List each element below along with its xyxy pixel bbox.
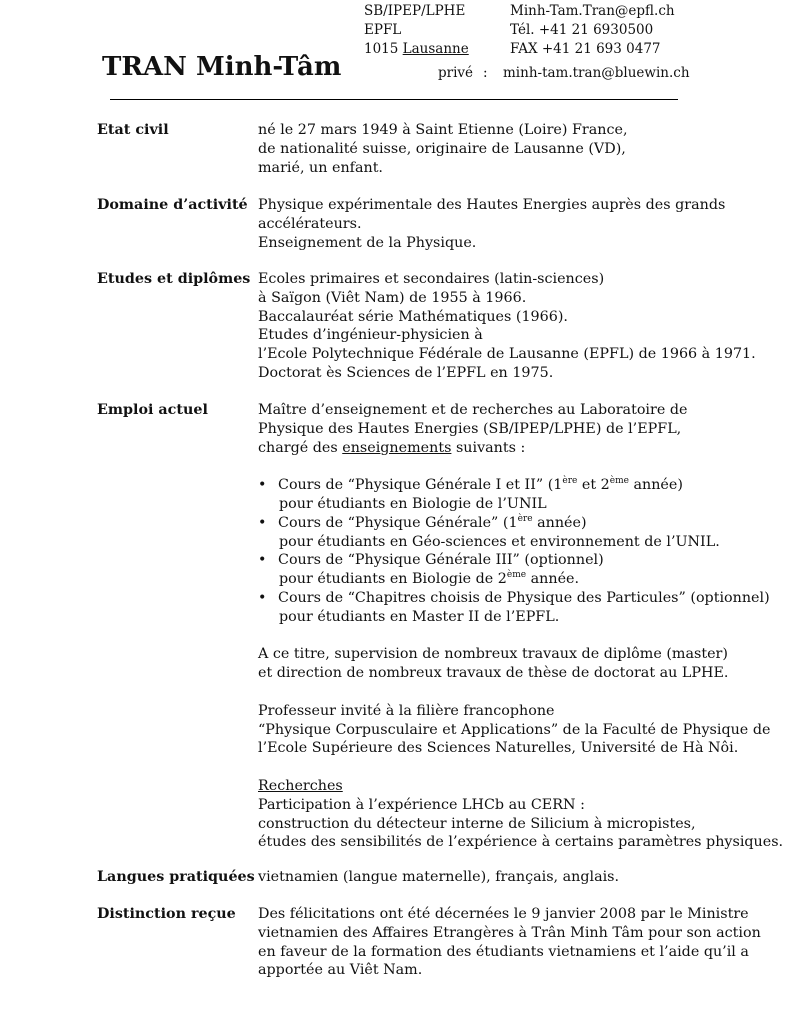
telephone: Tél. +41 21 6930500	[510, 22, 654, 38]
city-link[interactable]: Lausanne	[402, 41, 469, 57]
professeur-line: Professeur invité à la filière francophone	[258, 702, 555, 719]
domaine-line: Enseignement de la Physique.	[258, 234, 477, 251]
label-domaine: Domaine d’activité	[97, 197, 248, 213]
course-audience: pour étudiants en Géo-sciences et environnement de l’UNIL.	[279, 533, 720, 550]
etudes-body	[258, 270, 756, 383]
etat-civil-line: né le 27 mars 1949 à Saint Etienne (Loire) France,	[258, 122, 628, 138]
course-item: • Cours de “Physique Générale III” (optionnel)	[258, 551, 783, 570]
address-line-3	[364, 40, 469, 59]
etat-civil-body	[258, 121, 628, 177]
domaine-body	[258, 196, 725, 252]
postal-code: 1015	[364, 41, 399, 57]
professeur-line: l’Ecole Supérieure des Sciences Naturelles, Université de Hà Nôi.	[258, 740, 739, 757]
address-line-1: SB/IPEP/LPHE	[364, 3, 466, 19]
recherches-line: construction du détecteur interne de Silicium à micropistes,	[258, 815, 696, 832]
fax: FAX +41 21 693 0477	[510, 41, 661, 57]
label-etat-civil: Etat civil	[97, 122, 169, 138]
enseignements-link[interactable]: enseignements	[342, 439, 452, 456]
course-audience: pour étudiants en Biologie de l’UNIL	[279, 495, 547, 512]
label-etudes: Etudes et diplômes	[97, 271, 251, 287]
etat-civil-line: marié, un enfant.	[258, 159, 383, 176]
work-email[interactable]: Minh-Tam.Tran@epfl.ch	[510, 3, 675, 19]
header-divider	[110, 99, 678, 100]
recherches-line: Participation à l’expérience LHCb au CERN :	[258, 796, 585, 813]
etat-civil-line: de nationalité suisse, originaire de Lausanne (VD),	[258, 140, 626, 157]
address-line-2: EPFL	[364, 22, 402, 38]
label-langues: Langues pratiquées	[97, 869, 255, 885]
supervision-line: A ce titre, supervision de nombreux travaux de diplôme (master)	[258, 646, 728, 663]
emploi-intro-line: Maître d’enseignement et de recherches au Laboratoire de	[258, 402, 688, 418]
recherches-line: études des sensibilités de l’expérience à certains paramètres physiques.	[258, 834, 784, 851]
distinction-line: vietnamien des Affaires Etrangères à Trân Minh Tâm pour son action	[258, 924, 761, 941]
distinction-line: apportée au Viêt Nam.	[258, 962, 423, 979]
professeur-line: “Physique Corpusculaire et Applications” de la Faculté de Physique de	[258, 721, 771, 738]
emploi-intro-line: Physique des Hautes Energies (SB/IPEP/LPHE) de l’EPFL,	[258, 420, 682, 437]
course-item: • Cours de “Physique Générale” (1ère année)	[258, 514, 783, 533]
course-audience: pour étudiants en Master II de l’EPFL.	[279, 608, 560, 625]
course-audience: pour étudiants en Biologie de 2ème année.	[279, 570, 580, 588]
course-item: • Cours de “Physique Générale I et II” (1ère et 2ème année)	[258, 476, 783, 495]
distinction-body	[258, 905, 761, 980]
label-distinction: Distinction reçue	[97, 906, 236, 922]
etudes-line: l’Ecole Polytechnique Fédérale de Lausanne (EPFL) de 1966 à 1971.	[258, 346, 756, 363]
recherches-heading: Recherches	[258, 777, 343, 794]
etudes-line: Etudes d’ingénieur-physicien à	[258, 327, 483, 344]
supervision-line: et direction de nombreux travaux de thèse de doctorat au LPHE.	[258, 665, 729, 682]
person-name: TRAN Minh-Tâm	[102, 52, 342, 82]
langues-text: vietnamien (langue maternelle), français, anglais.	[258, 869, 620, 885]
etudes-line: Doctorat ès Sciences de l’EPFL en 1975.	[258, 364, 554, 381]
emploi-body	[258, 401, 783, 852]
etudes-line: Baccalauréat série Mathématiques (1966).	[258, 308, 568, 325]
course-item: • Cours de “Chapitres choisis de Physique des Particules” (optionnel)	[258, 589, 783, 608]
label-emploi: Emploi actuel	[97, 402, 208, 418]
private-separator: :	[483, 65, 488, 81]
emploi-intro-line: chargé des enseignements suivants :	[258, 439, 526, 456]
etudes-line: à Saïgon (Viêt Nam) de 1955 à 1966.	[258, 289, 527, 306]
private-label: privé	[438, 65, 474, 81]
distinction-line: Des félicitations ont été décernées le 9 janvier 2008 par le Ministre	[258, 906, 749, 922]
domaine-line: Physique expérimentale des Hautes Energies auprès des grands	[258, 197, 726, 213]
distinction-line: en faveur de la formation des étudiants vietnamiens et l’aide qu’il a	[258, 943, 749, 960]
private-email[interactable]: minh-tam.tran@bluewin.ch	[503, 65, 690, 81]
domaine-line: accélérateurs.	[258, 215, 362, 232]
etudes-line: Ecoles primaires et secondaires (latin-sciences)	[258, 271, 605, 287]
